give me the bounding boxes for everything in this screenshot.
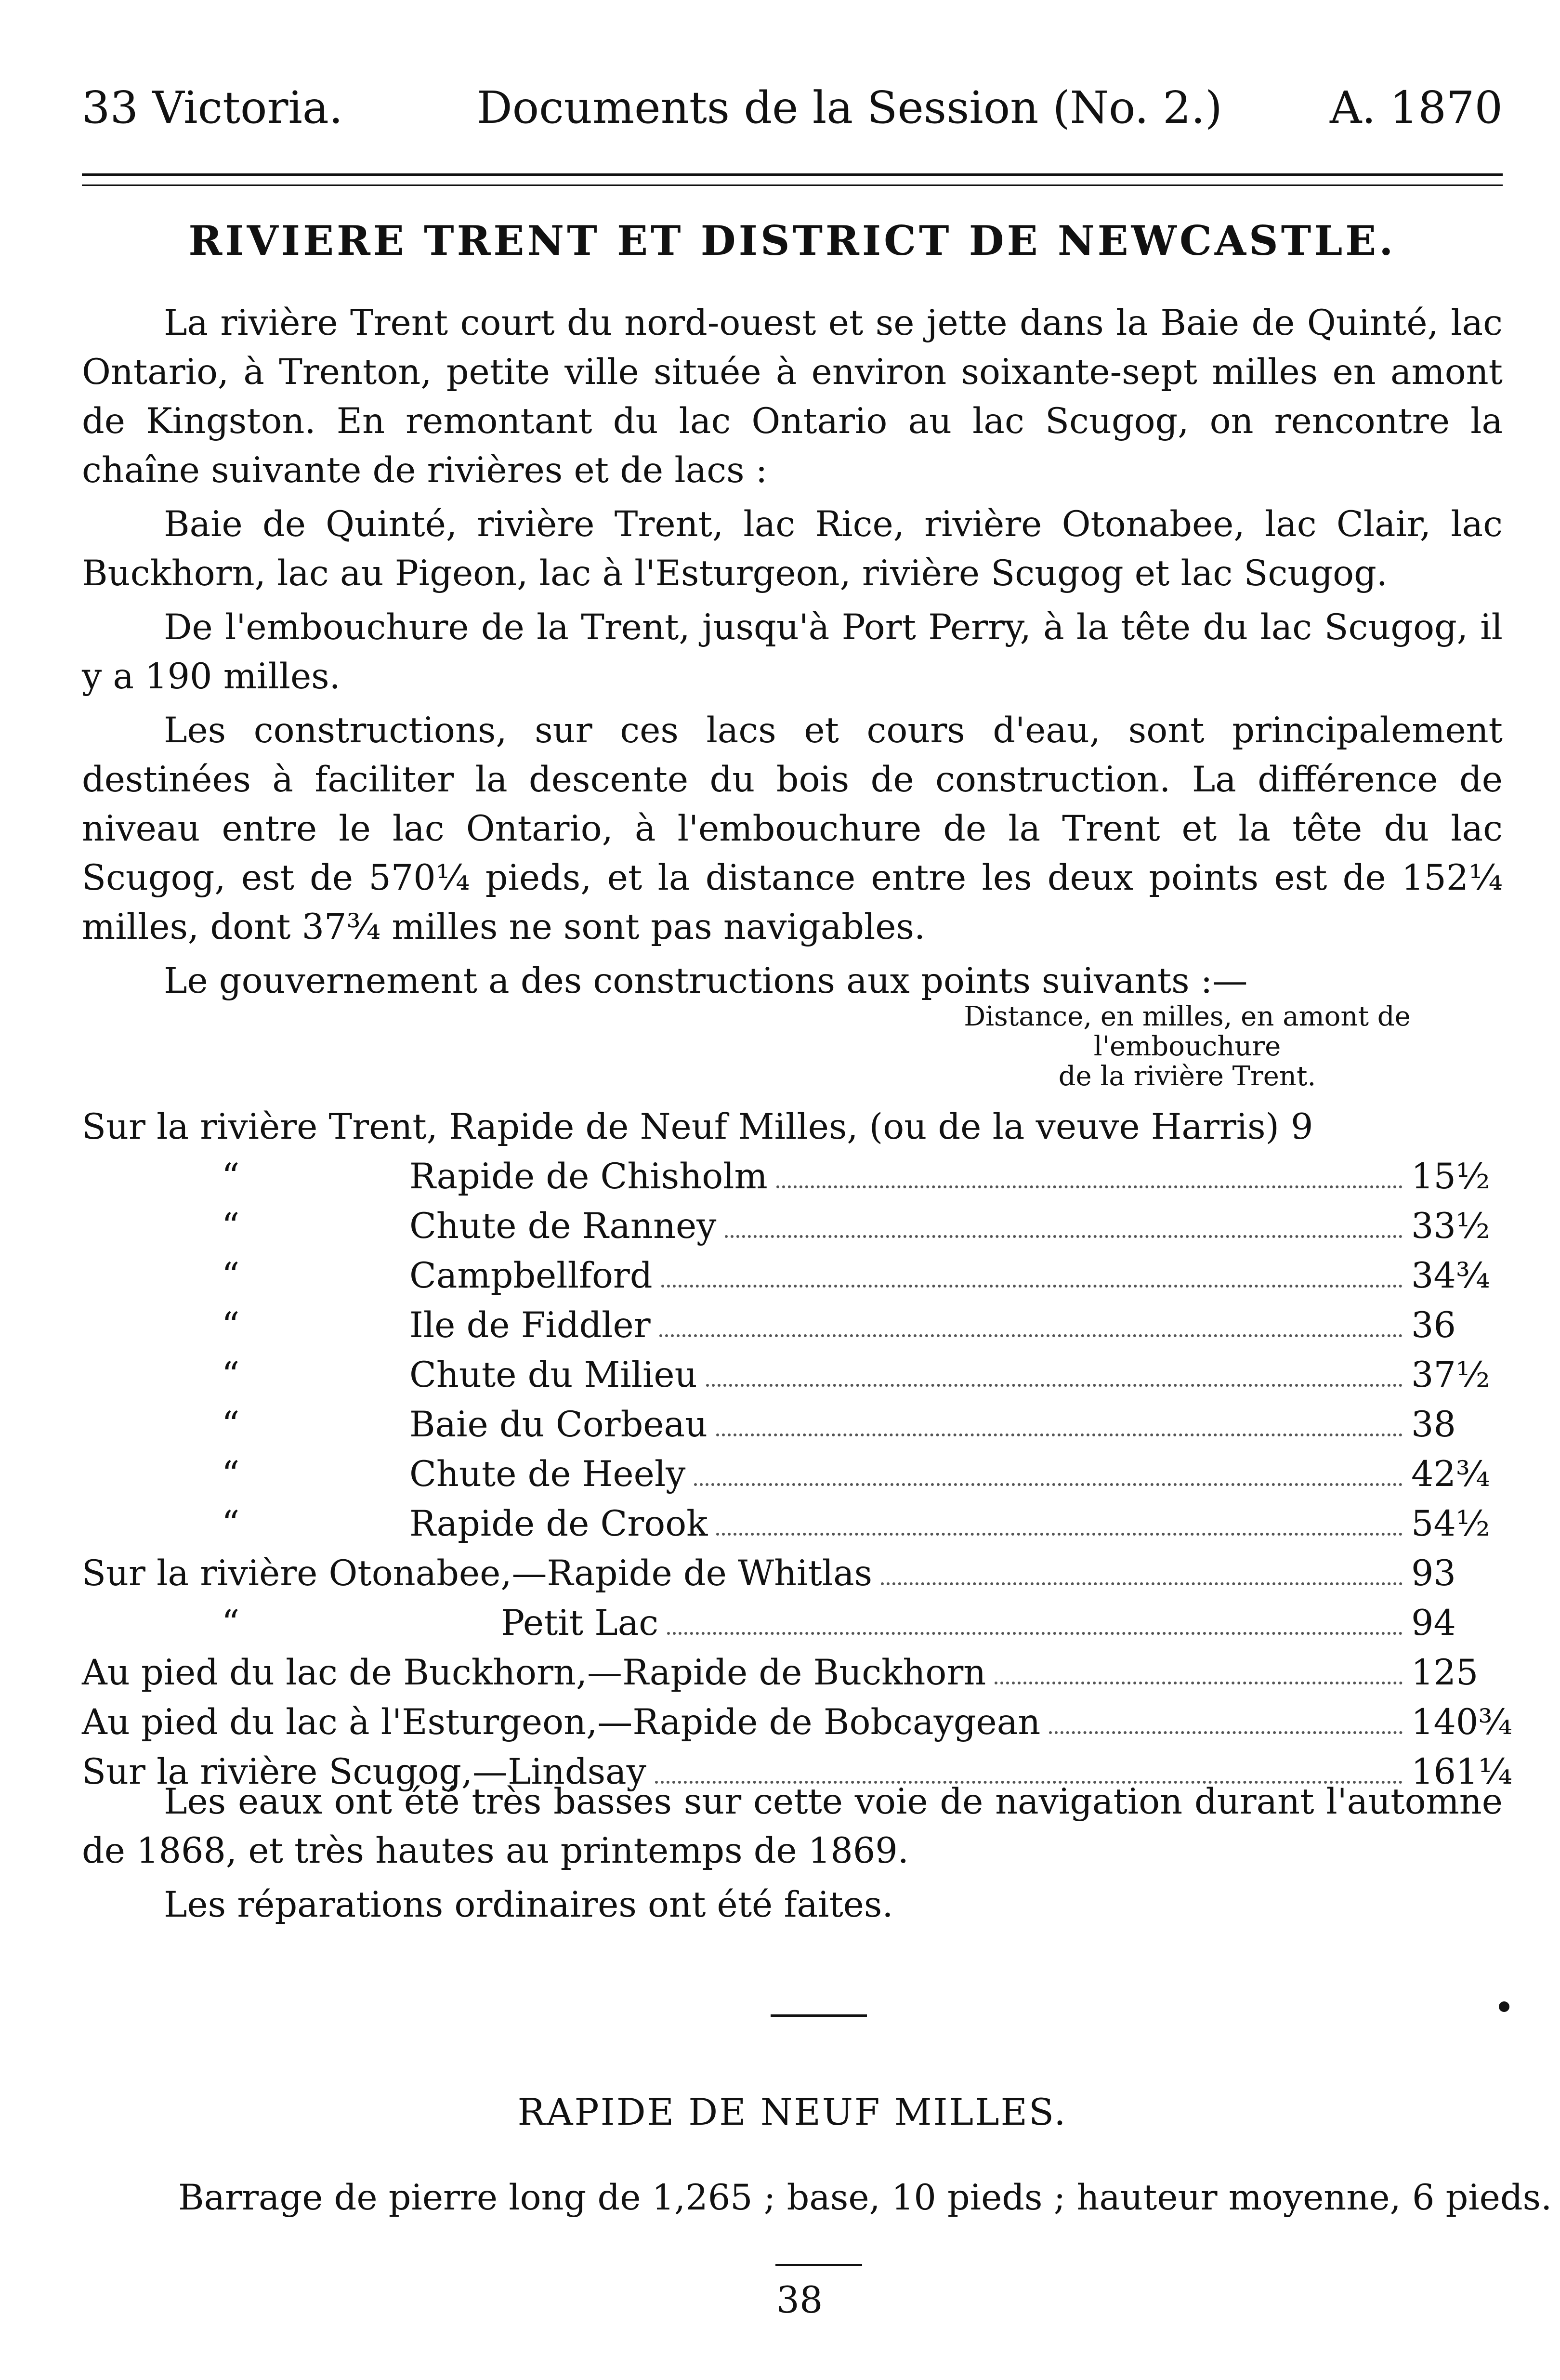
row-value: 140¾ <box>1411 1702 1513 1743</box>
row-name: Rapide de Buckhorn <box>622 1652 986 1693</box>
table-row <box>82 1648 1503 1697</box>
row-name: Rapide de Crook <box>409 1503 708 1544</box>
header-title: Documents de la Session (No. 2.) <box>477 82 1222 133</box>
paragraph-4: Les constructions, sur ces lacs et cours d'eau, sont principalement destinées à faciliter la descente du bois de construction. La différence de niveau entre le lac Ontario, à l'embouchure de la Trent et la tête du lac Scugog, est de 570¼ pieds, et la distance entre les deux points est de 152¼ milles, dont 37¾ milles ne sont pas navigables. <box>82 710 1503 947</box>
row-prefix: Au pied du lac de Buckhorn,— <box>82 1652 623 1693</box>
paragraph-5: Le gouvernement a des constructions aux points suivants :— <box>164 960 1248 1001</box>
table-row <box>82 1549 1503 1598</box>
table-row <box>82 1102 1503 1152</box>
row-prefix: Sur la rivière Trent, <box>82 1106 438 1147</box>
table-row <box>82 1598 1503 1648</box>
row-value: 54½ <box>1411 1503 1490 1544</box>
row-name: Rapide de Chisholm <box>409 1156 768 1197</box>
page-number-rule <box>775 2264 862 2266</box>
row-value: 9 <box>1291 1106 1313 1147</box>
row-name: Petit Lac <box>501 1603 659 1644</box>
row-prefix: Au pied du lac à l'Esturgeon,— <box>82 1702 633 1743</box>
header-year: A. 1870 <box>1329 82 1503 133</box>
row-value: 36 <box>1411 1305 1456 1346</box>
row-value: 15½ <box>1411 1156 1490 1197</box>
section-title: RIVIERE TRENT ET DISTRICT DE NEWCASTLE. <box>188 217 1396 264</box>
table-row <box>82 1201 1503 1251</box>
table-row <box>82 1301 1503 1350</box>
row-prefix: “ <box>222 1206 240 1247</box>
dot-leader <box>661 1285 1403 1288</box>
row-name: Rapide de Whitlas <box>547 1553 873 1594</box>
row-value: 38 <box>1411 1404 1456 1445</box>
dot-leader <box>881 1582 1403 1585</box>
row-prefix: “ <box>222 1503 240 1544</box>
row-name: Campbellford <box>409 1255 653 1296</box>
row-prefix: “ <box>222 1305 240 1346</box>
dot-leader <box>659 1334 1403 1337</box>
header-double-rule <box>82 173 1503 186</box>
row-prefix: “ <box>222 1354 240 1395</box>
paragraph-2: Baie de Quinté, rivière Trent, lac Rice, rivière Otonabee, lac Clair, lac Buckhorn, lac au Pigeon, lac à l'Esturgeon, rivière Scugog et lac Scugog. <box>82 504 1503 594</box>
dot-leader <box>706 1384 1403 1387</box>
closing-paragraph-1: Les eaux ont été très basses sur cette voie de navigation durant l'automne de 1868, et très hautes au printemps de 1869. <box>82 1781 1503 1871</box>
stray-dot <box>1499 2001 1509 2012</box>
row-name: Chute du Milieu <box>409 1354 697 1395</box>
row-prefix: “ <box>222 1255 240 1296</box>
row-prefix: Sur la rivière Otonabee,— <box>82 1553 547 1594</box>
closing-paragraph-2: Les réparations ordinaires ont été faites. <box>164 1884 893 1925</box>
row-prefix: Sur la rivière Scugog,— <box>82 1751 508 1792</box>
dot-leader <box>1049 1731 1403 1734</box>
row-value: 34¾ <box>1411 1255 1490 1296</box>
row-prefix: “ <box>222 1603 240 1644</box>
table-row <box>82 1449 1503 1499</box>
subsection-text: Barrage de pierre long de 1,265 ; base, 10 pieds ; hauteur moyenne, 6 pieds. <box>178 2177 1552 2218</box>
body-text <box>82 299 1503 1011</box>
page-number: 38 <box>776 2278 823 2321</box>
dot-leader <box>694 1483 1403 1486</box>
row-value: 33½ <box>1411 1206 1490 1247</box>
row-value: 94 <box>1411 1603 1456 1644</box>
row-name: Ile de Fiddler <box>409 1305 651 1346</box>
section-divider <box>771 2014 867 2017</box>
dot-leader <box>716 1433 1403 1436</box>
row-prefix: “ <box>222 1404 240 1445</box>
distance-table <box>82 1001 1513 1797</box>
table-row <box>82 1499 1503 1549</box>
table-row <box>82 1400 1503 1449</box>
column-header-line-2: de la rivière Trent. <box>1058 1061 1316 1092</box>
row-name: Chute de Heely <box>409 1454 686 1495</box>
paragraph-3: De l'embouchure de la Trent, jusqu'à Port Perry, à la tête du lac Scugog, il y a 190 milles. <box>82 607 1503 697</box>
row-name: Rapide de Bobcaygean <box>632 1702 1041 1743</box>
dot-leader <box>995 1682 1403 1684</box>
row-name: Lindsay <box>508 1751 646 1792</box>
column-header-line-1: Distance, en milles, en amont de l'embouchure <box>964 1001 1411 1062</box>
header-volume: 33 Victoria. <box>82 82 343 133</box>
paragraph-1: La rivière Trent court du nord-ouest et se jette dans la Baie de Quinté, lac Ontario, à Trenton, petite ville située à environ soixante-sept milles en amont de Kingston. En remontant du lac Ontario au lac Scugog, on rencontre la chaîne suivante de rivières et de lacs : <box>82 302 1503 491</box>
table-row <box>82 1251 1503 1301</box>
table-column-header <box>872 1002 1503 1091</box>
dot-leader <box>716 1533 1403 1536</box>
row-name: Chute de Ranney <box>409 1206 717 1247</box>
table-row <box>82 1697 1513 1747</box>
closing-text <box>82 1777 1503 1934</box>
row-value: 42¾ <box>1411 1454 1490 1495</box>
dot-leader <box>776 1185 1403 1188</box>
row-value: 93 <box>1411 1553 1456 1594</box>
dot-leader <box>725 1235 1403 1238</box>
table-row <box>82 1152 1503 1201</box>
row-name: Rapide de Neuf Milles, (ou de la veuve Harris) <box>449 1106 1280 1147</box>
row-value: 161¼ <box>1411 1751 1513 1792</box>
running-header <box>82 72 1503 154</box>
subsection-title: RAPIDE DE NEUF MILLES. <box>517 2091 1067 2133</box>
dot-leader <box>667 1632 1403 1635</box>
row-value: 125 <box>1411 1652 1479 1693</box>
row-value: 37½ <box>1411 1354 1490 1395</box>
row-prefix: “ <box>222 1156 240 1197</box>
row-prefix: “ <box>222 1454 240 1495</box>
row-name: Baie du Corbeau <box>409 1404 708 1445</box>
table-row <box>82 1350 1503 1400</box>
